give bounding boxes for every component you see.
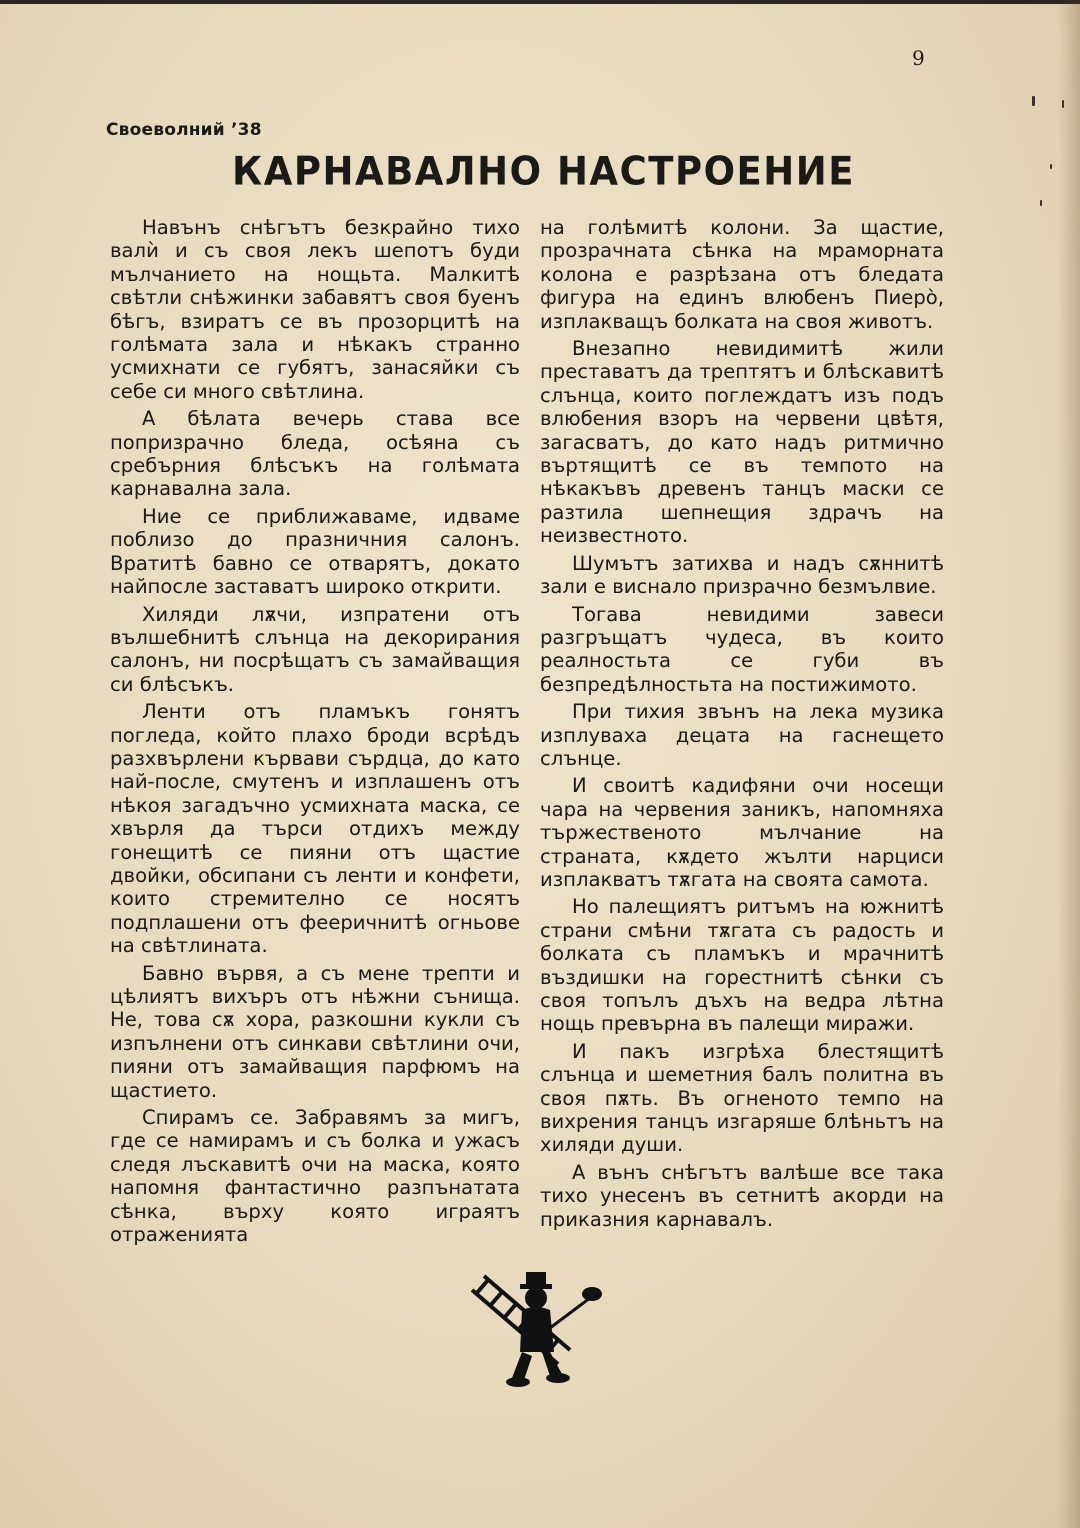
running-header: Своеволний ’38 <box>106 120 262 140</box>
paragraph: Но палещиятъ ритъмъ на южнитѣ страни смѣни тѫгата съ радость и болката съ пламъкъ и мрачнитѣ въздишки на горестнитѣ сѣнки съ своя топълъ дъхъ на ведра лѣтна нощь превърна въ палещи миражи. <box>540 895 944 1036</box>
article-title: КАРНАВАЛНО НАСТРОЕНИЕ <box>232 148 856 195</box>
right-column <box>540 216 944 1235</box>
paragraph: Навънъ снѣгътъ безкрайно тихо валѝ и съ своя лекъ шепотъ буди мълчанието на нощьта. Малкитѣ свѣтли снѣжинки забавятъ своя буенъ бѣгъ, взиратъ се въ прозорцитѣ на голѣмата зала и нѣкакъ странно усмихнати се губятъ, занасяйки съ себе си много свѣтлина. <box>110 216 520 403</box>
paragraph: Спирамъ се. Забравямъ за мигъ, где се намирамъ и съ болка и ужасъ следя лъскавитѣ очи на маска, която напомня фантастично разпънатата сѣнка, върху която играятъ отраженията <box>110 1106 520 1247</box>
paragraph: При тихия звънъ на лека музика изплуваха децата на гаснещето слънце. <box>540 700 944 770</box>
chimney-sweep-illustration <box>466 1268 606 1400</box>
paragraph: Внезапно невидимитѣ жили преставатъ да трептятъ и блѣскавитѣ слънца, които поглеждатъ изъ подъ влюбения взоръ на червени цвѣтя, загасватъ, до като надъ ритмично въртящитѣ се въ темпото на нѣкакъвъ древенъ танцъ маски се разтила шепнещия здрачъ на неизвестното. <box>540 337 944 548</box>
scan-top-border <box>0 0 1080 4</box>
paragraph: А вънъ снѣгътъ валѣше все така тихо унесенъ въ сетнитѣ акорди на приказния карнавалъ. <box>540 1160 944 1231</box>
paragraph: И своитѣ кадифяни очи носещи чара на червения заникъ, напомняха тържественото мълчание на страната, кѫдето жълти нарциси изплакватъ тѫгата на своята самота. <box>540 774 944 891</box>
page-number: 9 <box>912 46 925 70</box>
paragraph: Бавно вървя, а съ мене трепти и цѣлиятъ вихъръ отъ нѣжни сънища. Не, това сѫ хора, разкошни кукли съ изпълнени отъ синкави свѣтлини очи, пияни отъ замайващия парфюмъ на щастието. <box>110 961 520 1102</box>
paragraph: Ние се приближаваме, идваме поблизо до празничния салонъ. Вратитѣ бавно се отварятъ, докато найпосле заставатъ широко открити. <box>110 504 520 599</box>
paragraph-continued: на голѣмитѣ колони. За щастие, прозрачната сѣнка на мраморната колона е разрѣзана отъ бледата фигура на единъ влюбенъ Пиеро̀, изплакващъ болката на своя животъ. <box>540 216 944 333</box>
brush-icon <box>550 1287 602 1328</box>
paragraph: И пакъ изгрѣха блестящитѣ слънца и шеметния балъ политна въ своя пѫть. Въ огненото темпо на вихрения танцъ изгаряше блѣньтъ на хиляди души. <box>540 1039 944 1157</box>
page-edge-shadow <box>1058 0 1080 1528</box>
left-column <box>110 216 520 1250</box>
paragraph: А бѣлата вечерь става все попризрачно бледа, осѣяна съ сребърния блѣсъкъ на голѣмата карнавална зала. <box>110 407 520 501</box>
paragraph: Тогава невидими завеси разгръщатъ чудеса, въ които реалностьта се губи въ безпредѣлностьта на постижимото. <box>540 602 944 696</box>
paragraph: Шумътъ затихва и надъ сѫннитѣ зали е виснало призрачно безмълвие. <box>540 551 944 599</box>
paragraph: Ленти отъ пламъкъ гонятъ погледа, който плахо броди всрѣдъ разхвърлени кървави сърдца, до като най-после, смутенъ и изплашенъ отъ нѣкоя загадъчно усмихната маска, се хвърля да търси отдихъ между гонещитѣ се пияни отъ щастие двойки, обсипани съ ленти и конфети, които стремително се носятъ подплашени отъ фееричнитѣ огньове на свѣтлината. <box>110 700 520 958</box>
paragraph: Хиляди лѫчи, изпратени отъ вълшебнитѣ слънца на декорирания салонъ, ни посрѣщатъ съ замайващия си блѣсъкъ. <box>110 602 520 696</box>
